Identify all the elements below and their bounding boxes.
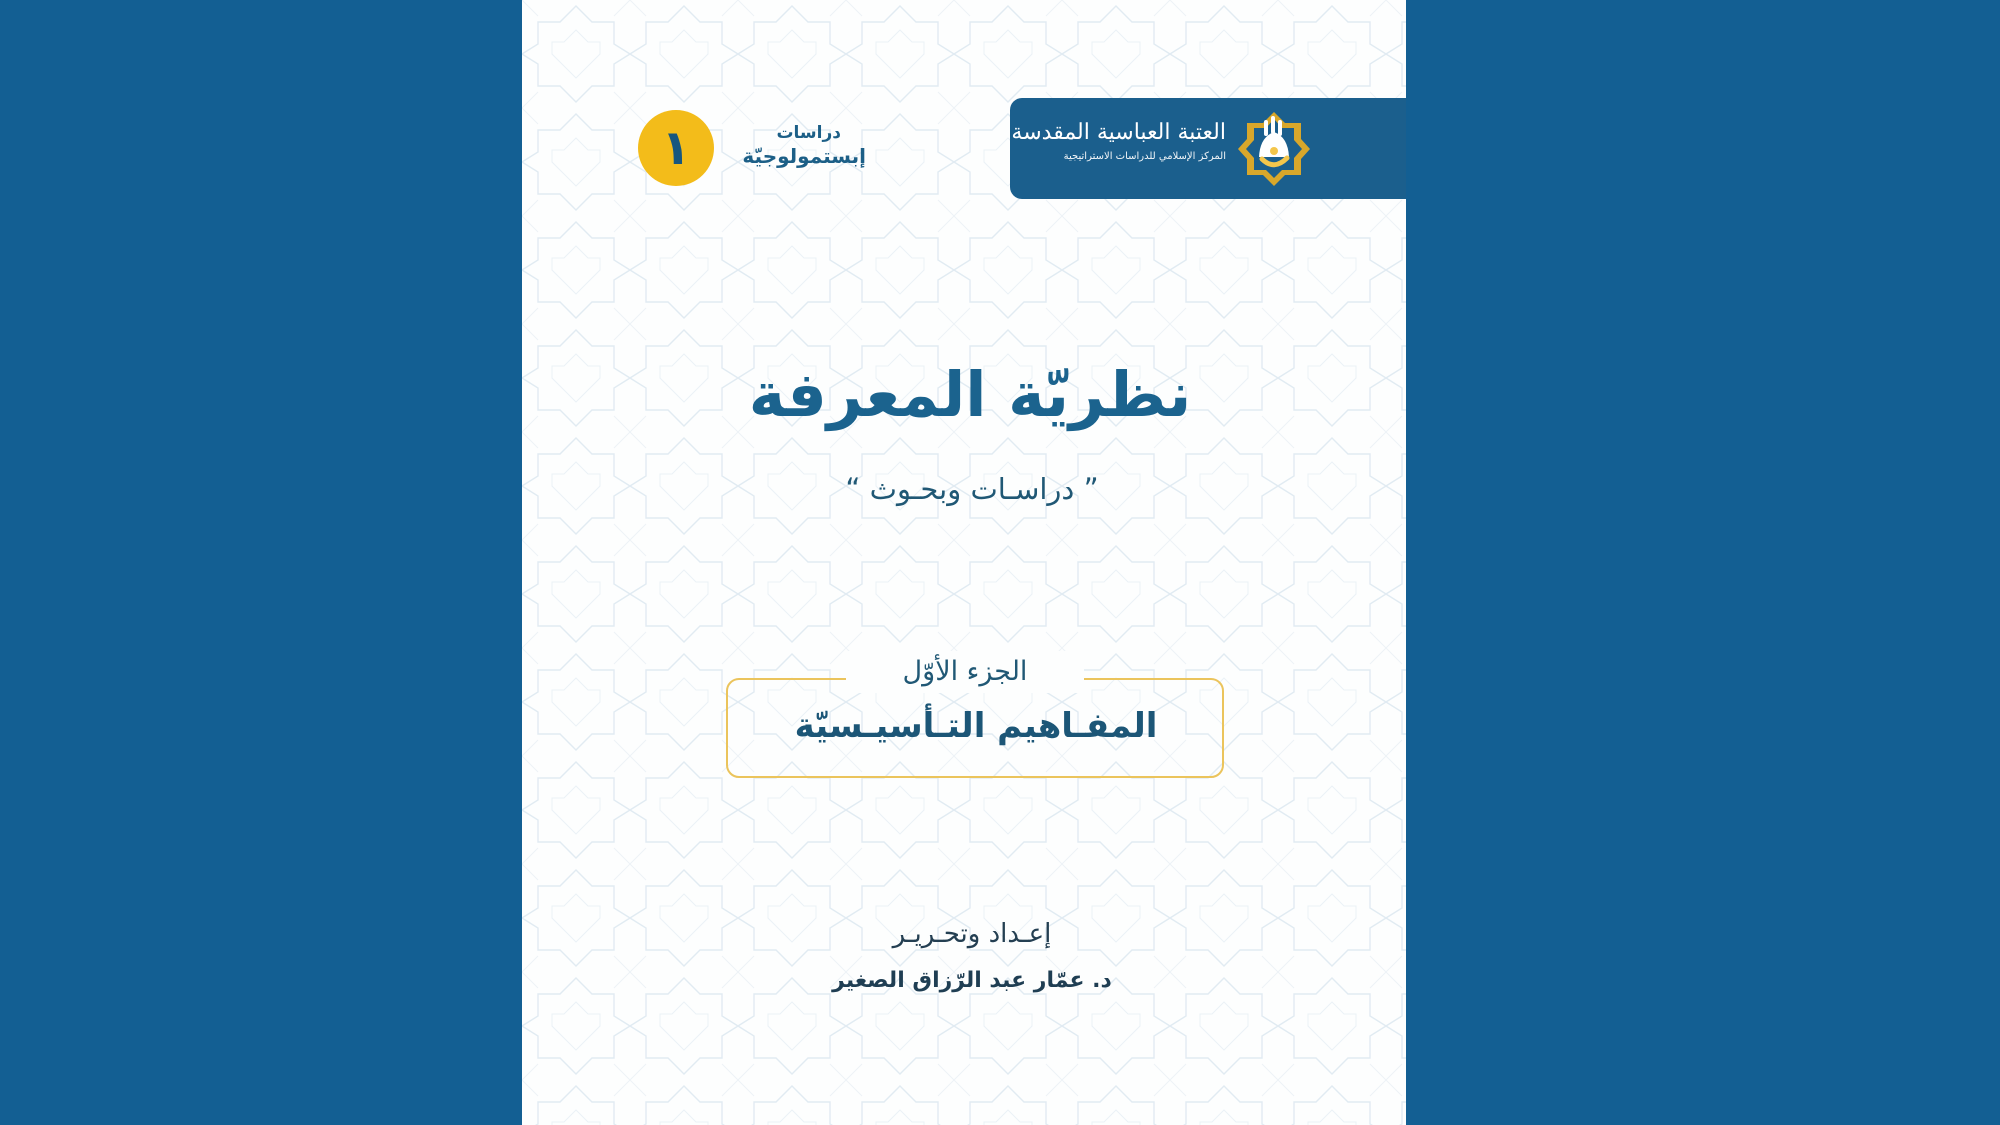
book-subtitle: ” دراسـات وبحـوث “ xyxy=(845,472,1099,506)
publisher-text xyxy=(1006,118,1226,166)
publisher-banner xyxy=(1010,98,1406,199)
series-title-line-1: دراسات xyxy=(776,123,841,143)
book-cover xyxy=(522,0,1406,1125)
publisher-name: العتبة العباسية المقدسة xyxy=(1011,120,1226,145)
part-title: المفـاهيم التـأسيـسيّة xyxy=(794,706,1158,746)
series-number-badge: ١ xyxy=(638,110,714,186)
editor-label: إعـداد وتحـريـر xyxy=(892,919,1052,949)
publisher-center-name: المركز الإسلامي للدراسات الاستراتيجية xyxy=(1063,151,1226,162)
series-title-line-2: إبستمولوجيّة xyxy=(742,144,866,168)
shrine-emblem-icon xyxy=(1238,110,1310,188)
part-label: الجزء الأوّل xyxy=(846,651,1084,693)
author-name: د. عمّار عبد الرّزاق الصغير xyxy=(832,968,1112,993)
book-title: نظريّة المعرفة xyxy=(748,358,1192,431)
series-title xyxy=(728,122,866,169)
series-badge xyxy=(638,110,888,188)
